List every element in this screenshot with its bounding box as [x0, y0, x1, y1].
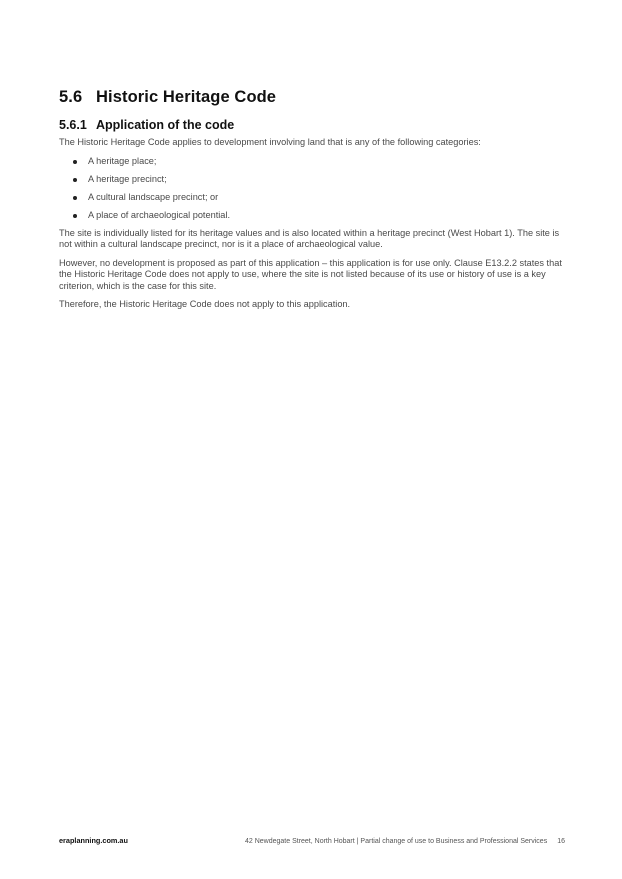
list-item-text: A place of archaeological potential.	[88, 209, 230, 220]
section-heading	[59, 88, 565, 107]
page-footer	[59, 836, 565, 845]
list-item-text: A heritage place;	[88, 155, 157, 166]
subsection-number: 5.6.1	[59, 118, 87, 132]
footer-website: eraplanning.com.au	[59, 836, 128, 845]
page-number: 16	[557, 838, 565, 845]
bullet-icon	[73, 178, 77, 182]
list-item	[59, 156, 565, 168]
category-list	[59, 156, 565, 222]
footer-description: 42 Newdegate Street, North Hobart | Partial change of use to Business and Professional Services	[244, 838, 548, 845]
bullet-icon	[73, 214, 77, 218]
body-paragraph: Therefore, the Historic Heritage Code does not apply to this application.	[59, 299, 351, 309]
list-item	[59, 192, 565, 204]
bullet-icon	[73, 196, 77, 200]
list-item-text: A cultural landscape precinct; or	[88, 191, 219, 202]
intro-paragraph: The Historic Heritage Code applies to development involving land that is any of the following categories:	[59, 137, 481, 147]
subsection-heading	[59, 118, 565, 132]
section-title: Historic Heritage Code	[96, 88, 277, 106]
list-item	[59, 174, 565, 186]
list-item-text: A heritage precinct;	[88, 173, 167, 184]
bullet-icon	[73, 160, 77, 164]
subsection-title: Application of the code	[96, 118, 235, 132]
body-paragraph: However, no development is proposed as part of this application – this application is for use only. Clause E13.2.2 states that the Historic Heritage Code does not apply to use, where the site is not listed because of its use or history of use is a key criterion, which is the case for this site.	[59, 257, 562, 291]
body-paragraph: The site is individually listed for its heritage values and is also located within a heritage precinct (West Hobart 1). The site is not within a cultural landscape precinct, nor is it a place of archaeological value.	[59, 227, 560, 249]
page-content	[59, 88, 565, 318]
list-item	[59, 210, 565, 222]
section-number: 5.6	[59, 88, 83, 106]
